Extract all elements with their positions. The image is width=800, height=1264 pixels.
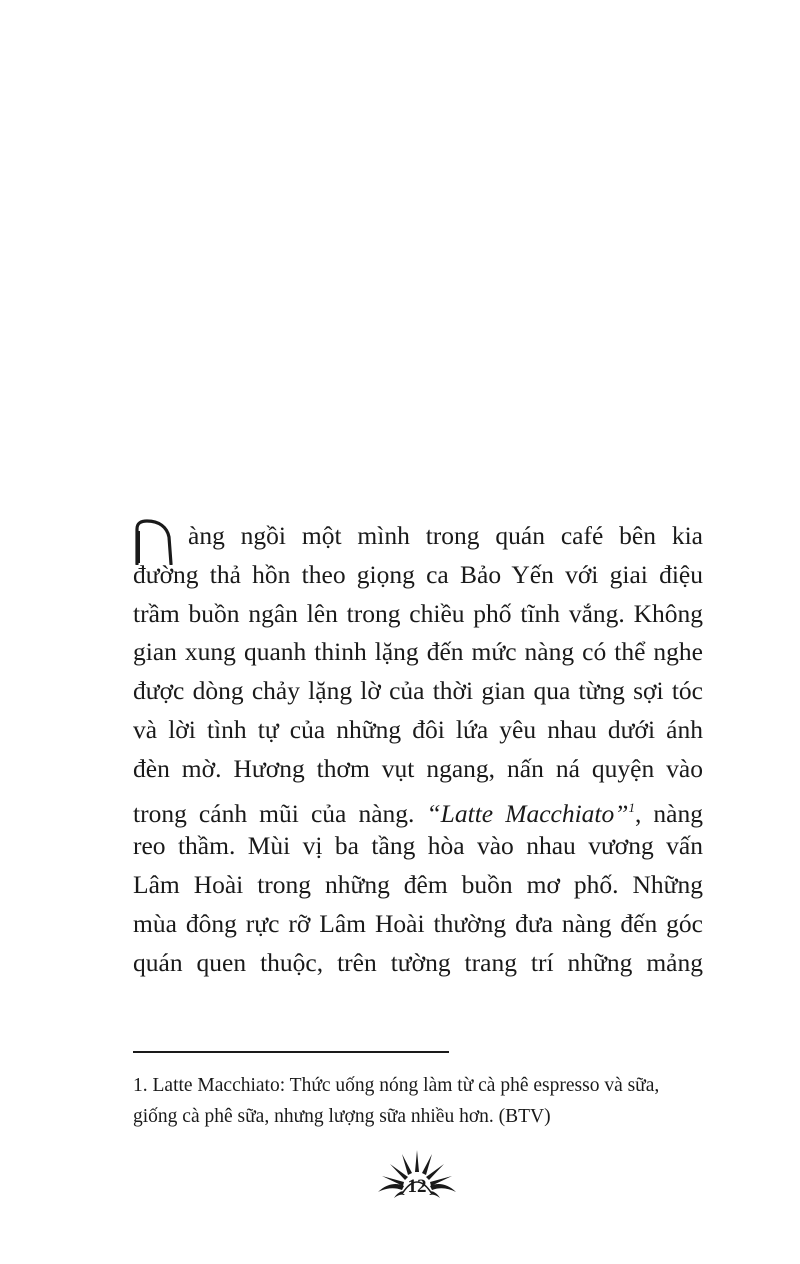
paragraph-line-9: reo thầm. Mùi vị ba tầng hòa vào nhau vương vấn	[133, 831, 703, 861]
latte-macchiato-term: “Latte Macchiato”	[426, 798, 629, 828]
paragraph-line-12: quán quen thuộc, trên tường trang trí những mảng	[133, 947, 703, 977]
paragraph-line-10: Lâm Hoài trong những đêm buồn mơ phố. Những	[133, 870, 703, 900]
paragraph-line-2: đường thả hồn theo giọng ca Bảo Yến với giai điệu	[133, 559, 703, 589]
paragraph-line-5: được dòng chảy lặng lờ của thời gian qua từng sợi tóc	[133, 676, 703, 706]
line-text: àng ngồi một mình trong quán café bên kia	[188, 521, 703, 550]
footnote	[133, 1070, 705, 1132]
paragraph-line-7: đèn mờ. Hương thơm vụt ngang, nấn ná quyện vào	[133, 753, 703, 783]
body-paragraph	[133, 517, 703, 983]
page-number-ornament	[372, 1142, 462, 1202]
paragraph-line-1	[133, 517, 703, 556]
footnote-reference[interactable]: 1	[628, 799, 635, 815]
paragraph-line-6: và lời tình tự của những đôi lứa yêu nhau dưới ánh	[133, 714, 703, 744]
line-8-lead: trong cánh mũi của nàng.	[133, 798, 427, 828]
footnote-line-2: giống cà phê sữa, nhưng lượng sữa nhiều hơn. (BTV)	[133, 1106, 551, 1127]
drop-cap-n	[133, 519, 177, 565]
paragraph-line-4: gian xung quanh thinh lặng đến mức nàng có thể nghe	[133, 637, 703, 667]
footnote-divider	[133, 1051, 449, 1053]
line-8-tail: , nàng	[634, 798, 703, 828]
paragraph-line-8	[133, 789, 703, 828]
page-number: 12	[407, 1176, 427, 1197]
footnote-line-1: 1. Latte Macchiato: Thức uống nóng làm từ cà phê espresso và sữa,	[133, 1075, 660, 1096]
paragraph-line-3: trầm buồn ngân lên trong chiều phố tĩnh vắng. Không	[133, 598, 703, 628]
paragraph-line-11: mùa đông rực rỡ Lâm Hoài thường đưa nàng đến góc	[133, 908, 703, 938]
